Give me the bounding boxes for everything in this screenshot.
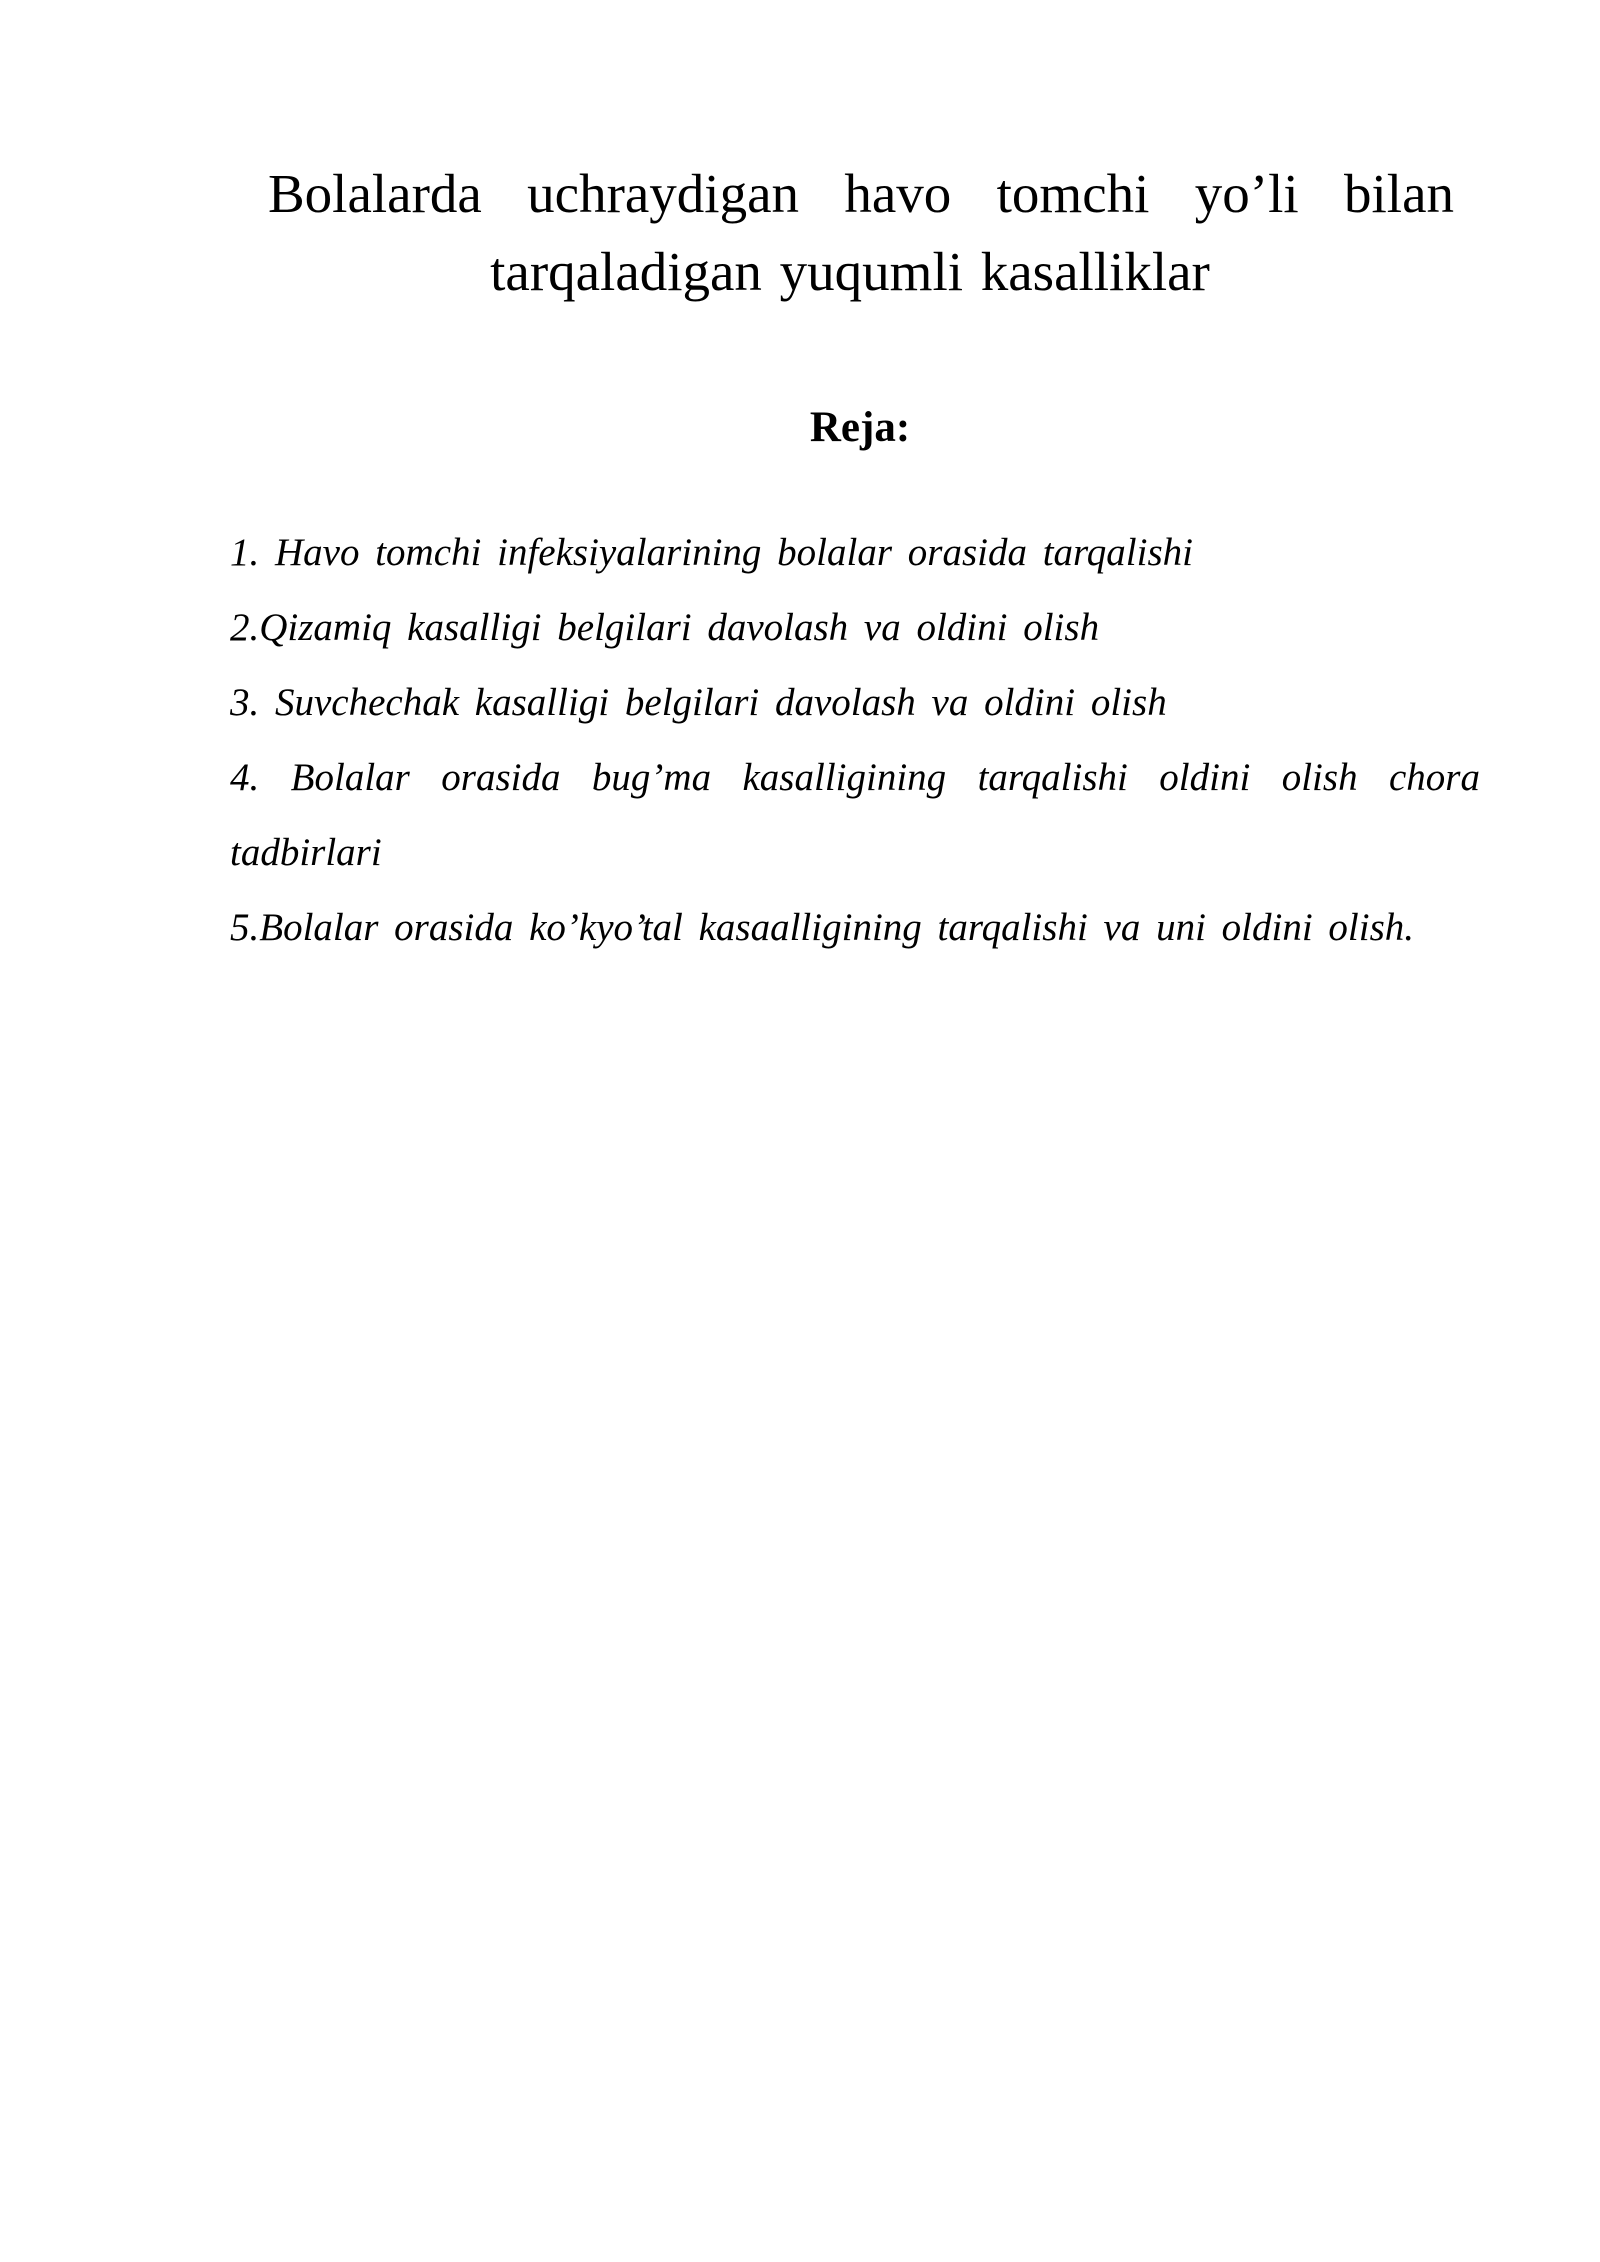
plan-item-2: 2.Qizamiq kasalligi belgilari davolash va oldini olish xyxy=(230,606,1100,649)
plan-heading: Reja: xyxy=(809,404,911,451)
plan-list xyxy=(230,515,1480,965)
title-line-1: Bolalarda uchraydigan havo tomchi yo’li bilan xyxy=(268,163,1454,224)
plan-item-1: 1. Havo tomchi infeksiyalarining bolalar orasida tarqalishi xyxy=(230,531,1193,574)
plan-item-4: 4. Bolalar orasida bug’ma kasalligining tarqalishi oldini olish chora tadbirlari xyxy=(230,756,1480,874)
plan-item-5: 5.Bolalar orasida ko’kyo’tal kasaalligining tarqalishi va uni oldini olish. xyxy=(230,906,1415,949)
title-line-2: tarqaladigan yuqumli kasalliklar xyxy=(490,241,1210,302)
plan-item-3: 3. Suvchechak kasalligi belgilari davolash va oldini olish xyxy=(230,681,1167,724)
document-title xyxy=(250,155,1454,311)
